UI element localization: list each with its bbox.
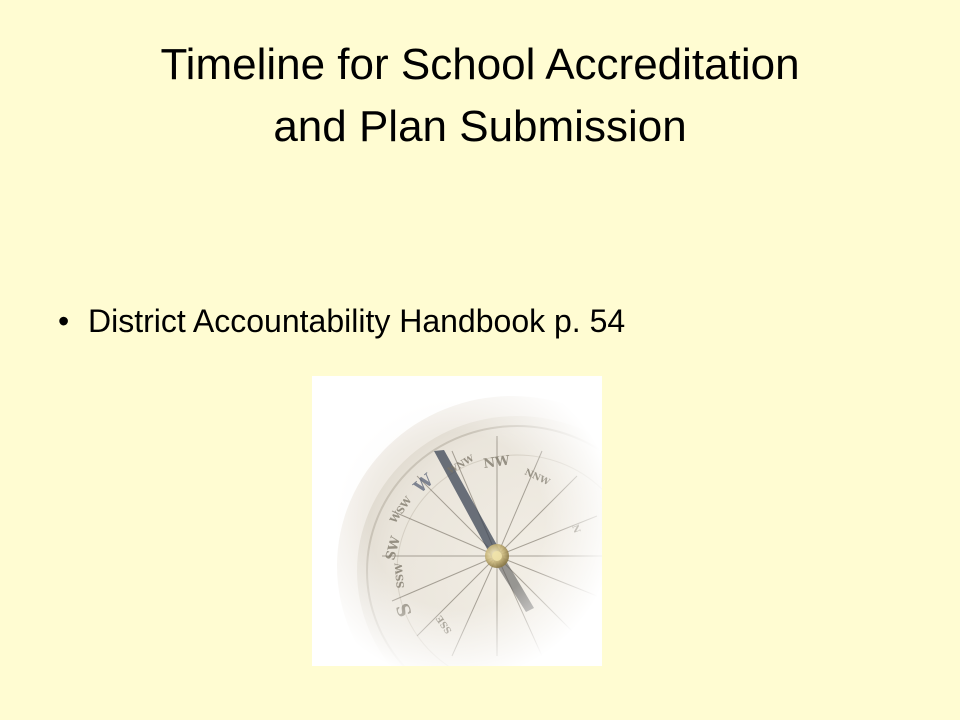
compass-picture xyxy=(312,376,602,666)
bullet-item xyxy=(58,296,918,346)
compass-icon xyxy=(312,376,602,666)
slide-title-line-1: Timeline for School Accreditation xyxy=(160,40,800,89)
bullet-text: District Accountability Handbook p. 54 xyxy=(88,303,626,339)
slide-title-line-2: and Plan Submission xyxy=(273,102,687,151)
bullet-dot: • xyxy=(58,303,70,339)
bullet-list xyxy=(58,296,918,346)
slide-title xyxy=(40,34,920,158)
